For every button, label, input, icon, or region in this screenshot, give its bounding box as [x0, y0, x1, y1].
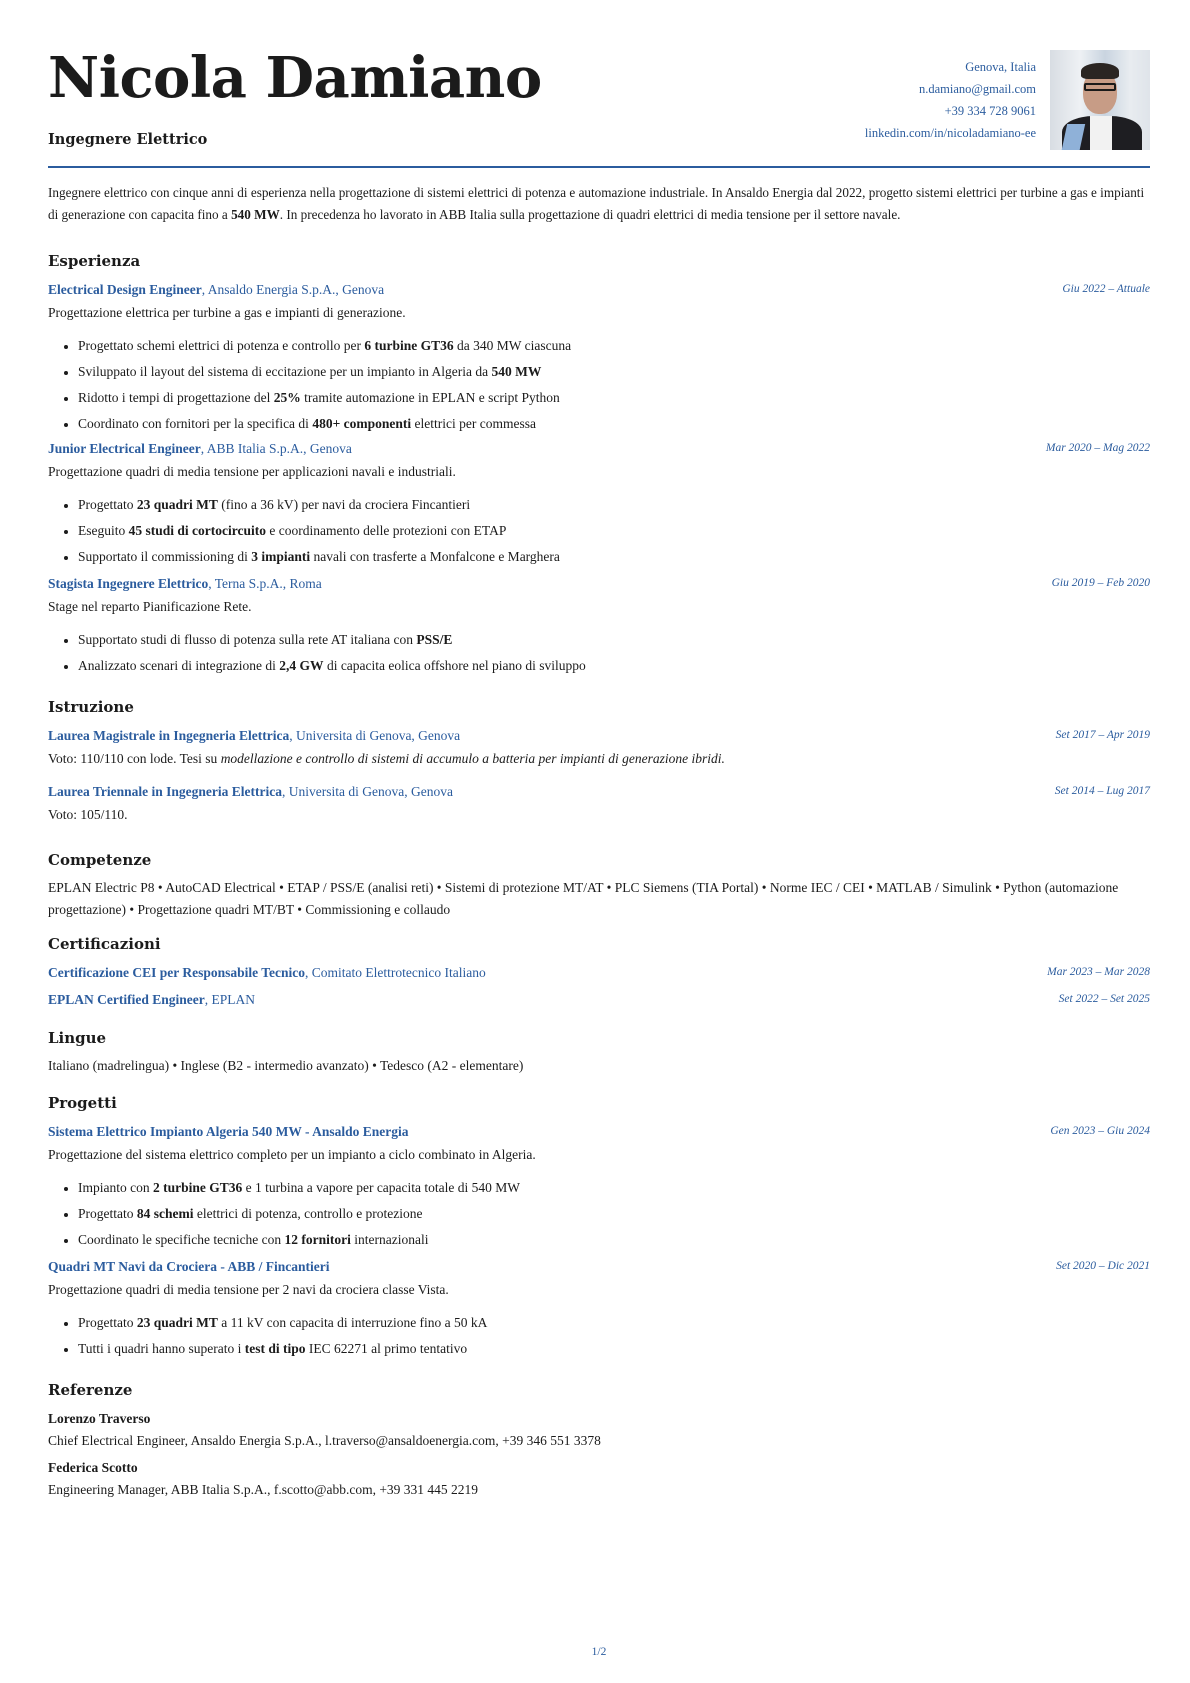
degree-org: , Universita di Genova, Genova	[289, 728, 461, 743]
page-number: 1/2	[591, 1646, 607, 1658]
photo-shirt	[1090, 116, 1112, 150]
education-entry-head	[48, 728, 1150, 744]
bullet-item: Impianto con 2 turbine GT36 e 1 turbina a vapore per capacita totale di 540 MW	[48, 1178, 520, 1204]
project-title: Quadri MT Navi da Crociera - ABB / Fincantieri	[48, 1259, 330, 1274]
reference-details: Engineering Manager, ABB Italia S.p.A., f.scotto@abb.com, +39 331 445 2219	[48, 1482, 479, 1497]
job-date: Mar 2020 – Mag 2022	[1045, 442, 1150, 454]
contact-email-link[interactable]: n.damiano@gmail.com	[918, 82, 1036, 96]
job-title: Stagista Ingegnere Elettrico	[48, 576, 209, 591]
job-org: , ABB Italia S.p.A., Genova	[200, 441, 352, 456]
bullet-item: Progettato 23 quadri MT (fino a 36 kV) per navi da crociera Fincantieri	[48, 495, 560, 521]
job-bullets	[48, 495, 560, 573]
project-bullets	[48, 1313, 487, 1365]
contact-linkedin-link[interactable]: linkedin.com/in/nicoladamiano-ee	[864, 126, 1036, 140]
summary-text-2: . In precedenza ho lavorato in ABB Italia sulla progettazione di quadri elettrici di media tensione per il settore navale.	[279, 206, 901, 222]
reference-details: Chief Electrical Engineer, Ansaldo Energia S.p.A., l.traverso@ansaldoenergia.com, +39 346 551 3378	[48, 1433, 601, 1448]
job-title: Junior Electrical Engineer	[48, 441, 201, 456]
job-description: Progettazione elettrica per turbine a gas e impianti di generazione.	[48, 305, 406, 320]
job-org: , Terna S.p.A., Roma	[208, 576, 322, 591]
bullet-item: Eseguito 45 studi di cortocircuito e coordinamento delle protezioni con ETAP	[48, 521, 560, 547]
section-title-skills: Competenze	[48, 851, 152, 869]
section-title-references: Referenze	[48, 1381, 133, 1399]
skills-list: EPLAN Electric P8 • AutoCAD Electrical • ETAP / PSS/E (analisi reti) • Sistemi di protezione MT/AT • PLC Siemens (TIA Portal) • Norme IEC / CEI • MATLAB / Simulink • Python (automazione progettazione) • Progettazione quadri MT/BT • Commissioning e collaudo	[48, 880, 1119, 917]
contact-location: Genova, Italia	[965, 60, 1036, 74]
job-title: Electrical Design Engineer	[48, 282, 202, 297]
degree-title: Laurea Triennale in Ingegneria Elettrica	[48, 784, 282, 799]
bullet-item: Progettato 84 schemi elettrici di potenza, controllo e protezione	[48, 1204, 520, 1230]
cert-title: EPLAN Certified Engineer	[48, 992, 205, 1007]
resume-page	[48, 0, 1150, 1658]
cert-date: Mar 2023 – Mar 2028	[1047, 966, 1150, 978]
photo-hair	[1081, 63, 1119, 79]
summary-paragraph	[48, 182, 1150, 225]
bullet-item: Coordinato le specifiche tecniche con 12 fornitori internazionali	[48, 1230, 520, 1256]
bullet-item: Supportato il commissioning di 3 impianti navali con trasferte a Monfalcone e Marghera	[48, 547, 560, 573]
degree-title: Laurea Magistrale in Ingegneria Elettrica	[48, 728, 290, 743]
experience-entry-head	[48, 441, 1150, 457]
section-title-education: Istruzione	[48, 698, 134, 716]
summary-highlight: 540 MW	[231, 206, 280, 222]
project-entry-head	[48, 1124, 1150, 1140]
education-entry-head	[48, 784, 1150, 800]
degree-date: Set 2017 – Apr 2019	[1055, 729, 1150, 741]
job-description: Progettazione quadri di media tensione per applicazioni navali e industriali.	[48, 464, 456, 479]
certification-entry	[48, 992, 1150, 1008]
experience-entry-head	[48, 576, 1150, 592]
degree-date: Set 2014 – Lug 2017	[1054, 785, 1150, 797]
cert-org: , EPLAN	[204, 992, 255, 1007]
bullet-item: Progettato schemi elettrici di potenza e controllo per 6 turbine GT36 da 340 MW ciascuna	[48, 336, 571, 362]
bullet-item: Progettato 23 quadri MT a 11 kV con capacita di interruzione fino a 50 kA	[48, 1313, 487, 1339]
bullet-item: Supportato studi di flusso di potenza sulla rete AT italiana con PSS/E	[48, 630, 586, 656]
certification-entry	[48, 965, 1150, 981]
job-bullets	[48, 336, 571, 440]
bullet-item: Ridotto i tempi di progettazione del 25% tramite automazione in EPLAN e script Python	[48, 388, 571, 414]
section-title-certifications: Certificazioni	[48, 935, 161, 953]
header-divider	[48, 166, 1150, 168]
degree-description: Voto: 105/110.	[48, 807, 128, 822]
bullet-item: Sviluppato il layout del sistema di eccitazione per un impianto in Algeria da 540 MW	[48, 362, 571, 388]
job-bullets	[48, 630, 586, 682]
cert-title: Certificazione CEI per Responsabile Tecnico	[48, 965, 305, 980]
contact-block	[865, 56, 1036, 144]
section-title-projects: Progetti	[48, 1094, 117, 1112]
section-title-experience: Esperienza	[48, 252, 141, 270]
bullet-item: Tutti i quadri hanno superato i test di tipo IEC 62271 al primo tentativo	[48, 1339, 487, 1365]
languages-list: Italiano (madrelingua) • Inglese (B2 - intermedio avanzato) • Tedesco (A2 - elementare)	[48, 1058, 524, 1073]
reference-name: Lorenzo Traverso	[48, 1411, 151, 1426]
bullet-item: Analizzato scenari di integrazione di 2,4 GW di capacita eolica offshore nel piano di sviluppo	[48, 656, 586, 682]
summary-text: Ingegnere elettrico con cinque anni di esperienza nella progettazione di sistemi elettrici di potenza e automazione industriale. In Ansaldo Energia dal 2022, progetto sistemi elettrici per turbine a gas e impianti di generazione con capacita fino a	[48, 185, 1145, 222]
project-date: Gen 2023 – Giu 2024	[1050, 1125, 1150, 1137]
cert-date: Set 2022 – Set 2025	[1058, 993, 1150, 1005]
reference-name: Federica Scotto	[48, 1460, 138, 1475]
project-title: Sistema Elettrico Impianto Algeria 540 MW - Ansaldo Energia	[48, 1124, 409, 1139]
resume-header	[48, 0, 1150, 168]
project-description: Progettazione quadri di media tensione per 2 navi da crociera classe Vista.	[48, 1282, 449, 1297]
candidate-name: Nicola Damiano	[48, 45, 542, 111]
project-description: Progettazione del sistema elettrico completo per un impianto a ciclo combinato in Algeria.	[48, 1147, 536, 1162]
contact-phone: +39 334 728 9061	[944, 104, 1036, 118]
bullet-item: Coordinato con fornitori per la specifica di 480+ componenti elettrici per commessa	[48, 414, 571, 440]
job-org: , Ansaldo Energia S.p.A., Genova	[201, 282, 385, 297]
degree-description: Voto: 110/110 con lode. Tesi su modellazione e controllo di sistemi di accumulo a batteria per impianti di generazione ibridi.	[48, 751, 725, 766]
degree-org: , Universita di Genova, Genova	[281, 784, 453, 799]
project-bullets	[48, 1178, 520, 1256]
profile-photo	[1050, 50, 1150, 150]
project-entry-head	[48, 1259, 1150, 1275]
job-description: Stage nel reparto Pianificazione Rete.	[48, 599, 252, 614]
cert-org: , Comitato Elettrotecnico Italiano	[305, 965, 486, 980]
job-date: Giu 2019 – Feb 2020	[1051, 577, 1150, 589]
experience-entry-head	[48, 282, 1150, 298]
section-title-languages: Lingue	[48, 1029, 107, 1047]
photo-glasses	[1084, 83, 1116, 91]
job-date: Giu 2022 – Attuale	[1062, 283, 1150, 295]
candidate-role: Ingegnere Elettrico	[48, 131, 208, 148]
project-date: Set 2020 – Dic 2021	[1056, 1260, 1150, 1272]
